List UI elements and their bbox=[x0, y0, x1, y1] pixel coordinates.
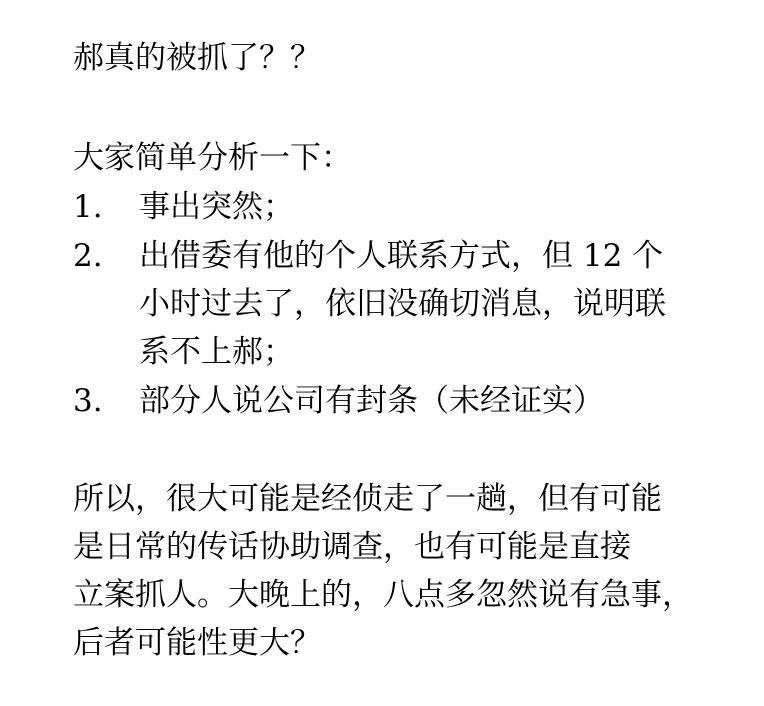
paragraph-line: 是日常的传话协助调查，也有可能是直接 bbox=[73, 529, 631, 565]
list-item-text: 部分人说公司有封条（未经证实） bbox=[139, 383, 604, 419]
intro-line: 大家简单分析一下： bbox=[73, 140, 352, 176]
list-number: 2. bbox=[73, 238, 103, 274]
list-item-text: 系不上郝； bbox=[139, 334, 294, 370]
paragraph-line: 后者可能性更大？ bbox=[73, 625, 321, 661]
list-number: 3. bbox=[73, 383, 103, 419]
paragraph-line: 所以，很大可能是经侦走了一趟，但有可能 bbox=[73, 481, 662, 517]
list-number: 1. bbox=[73, 189, 103, 225]
list-item-text: 出借委有他的个人联系方式，但 12 个 bbox=[139, 238, 664, 274]
paragraph-line: 立案抓人。大晚上的，八点多忽然说有急事， bbox=[73, 577, 693, 613]
title-line: 郝真的被抓了？？ bbox=[73, 40, 321, 76]
list-item-text: 小时过去了，依旧没确切消息，说明联 bbox=[139, 286, 666, 322]
list-item-text: 事出突然； bbox=[139, 189, 294, 225]
